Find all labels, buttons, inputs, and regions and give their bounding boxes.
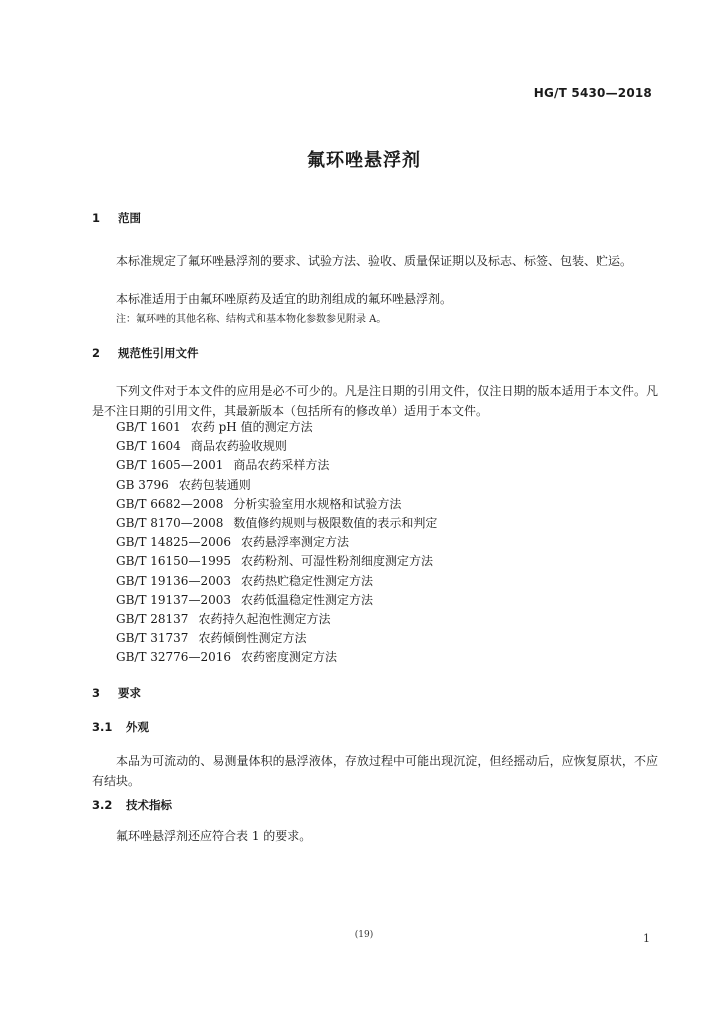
section-3-heading — [92, 685, 141, 701]
references-intro: 下列文件对于本文件的应用是必不可少的。凡是注日期的引用文件，仅注日期的版本适用于本文件。凡是不注日期的引用文件，其最新版本（包括所有的修改单）适用于本文件。 — [92, 384, 658, 418]
reference-title: 分析实验室用水规格和试验方法 — [233, 496, 402, 511]
section-3-2-heading — [92, 797, 172, 813]
section-2-heading — [92, 345, 199, 361]
page-number: 1 — [643, 932, 650, 945]
appearance-paragraph: 本品为可流动的、易测量体积的悬浮液体，存放过程中可能出现沉淀，但经摇动后，应恢复原状，不应有结块。 — [92, 754, 658, 788]
section-3-2-title: 技术指标 — [126, 798, 173, 812]
section-3-title: 要求 — [118, 686, 142, 700]
reference-title: 农药 pH 值的测定方法 — [190, 420, 313, 434]
reference-item — [116, 476, 437, 495]
reference-item — [116, 629, 437, 648]
reference-code: GB/T 16150—1995 — [116, 554, 231, 569]
section-2-title: 规范性引用文件 — [118, 346, 199, 360]
reference-title: 数值修约规则与极限数值的表示和判定 — [233, 516, 438, 531]
reference-title: 农药低温稳定性测定方法 — [240, 592, 373, 607]
section-2-number: 2 — [92, 346, 101, 360]
reference-code: GB/T 19137—2003 — [116, 592, 231, 607]
reference-title: 农药热贮稳定性测定方法 — [240, 573, 373, 588]
reference-title: 农药悬浮率测定方法 — [240, 535, 349, 550]
reference-list — [116, 418, 437, 668]
reference-item — [116, 591, 437, 610]
reference-item — [116, 418, 437, 437]
reference-item — [116, 648, 437, 667]
reference-code: GB/T 14825—2006 — [116, 535, 231, 550]
section-3-1-title: 外观 — [126, 720, 150, 734]
technical-paragraph: 氟环唑悬浮剂还应符合表 1 的要求。 — [116, 829, 312, 843]
reference-title: 农药密度测定方法 — [240, 650, 337, 665]
reference-code: GB/T 1601 — [116, 420, 181, 434]
reference-title: 商品农药验收规则 — [190, 439, 287, 454]
reference-code: GB/T 19136—2003 — [116, 573, 231, 588]
section-3-2-number: 3.2 — [92, 798, 113, 812]
reference-code: GB 3796 — [116, 477, 169, 492]
reference-code: GB/T 28137 — [116, 612, 189, 627]
standard-code: HG/T 5430—2018 — [533, 86, 652, 100]
reference-title: 农药倾倒性测定方法 — [198, 631, 307, 646]
scope-paragraph-1: 本标准规定了氟环唑悬浮剂的要求、试验方法、验收、质量保证期以及标志、标签、包装、贮运。 — [116, 254, 633, 268]
section-1-heading — [92, 210, 141, 226]
reference-code: GB/T 1605—2001 — [116, 458, 224, 473]
document-title: 氟环唑悬浮剂 — [307, 150, 421, 171]
section-1-title: 范围 — [118, 211, 142, 225]
reference-item — [116, 552, 437, 571]
section-3-1-number: 3.1 — [92, 720, 113, 734]
reference-item — [116, 514, 437, 533]
reference-title: 农药粉剂、可湿性粉剂细度测定方法 — [240, 554, 433, 569]
reference-title: 农药持久起泡性测定方法 — [198, 612, 331, 627]
reference-title: 农药包装通则 — [178, 477, 251, 492]
reference-item — [116, 572, 437, 591]
reference-item — [116, 610, 437, 629]
reference-code: GB/T 32776—2016 — [116, 650, 231, 665]
scope-note: 注：氟环唑的其他名称、结构式和基本物化参数参见附录 A。 — [116, 314, 387, 325]
reference-item — [116, 437, 437, 456]
reference-code: GB/T 8170—2008 — [116, 516, 224, 531]
reference-item — [116, 533, 437, 552]
section-1-number: 1 — [92, 211, 101, 225]
reference-title: 商品农药采样方法 — [233, 458, 330, 473]
section-3-number: 3 — [92, 686, 101, 700]
reference-item — [116, 495, 437, 514]
section-3-1-heading — [92, 719, 149, 735]
page-folio: (19) — [354, 930, 374, 940]
reference-code: GB/T 6682—2008 — [116, 496, 224, 511]
reference-item — [116, 456, 437, 475]
scope-paragraph-2: 本标准适用于由氟环唑原药及适宜的助剂组成的氟环唑悬浮剂。 — [116, 292, 453, 306]
reference-code: GB/T 31737 — [116, 631, 189, 646]
reference-code: GB/T 1604 — [116, 439, 181, 454]
